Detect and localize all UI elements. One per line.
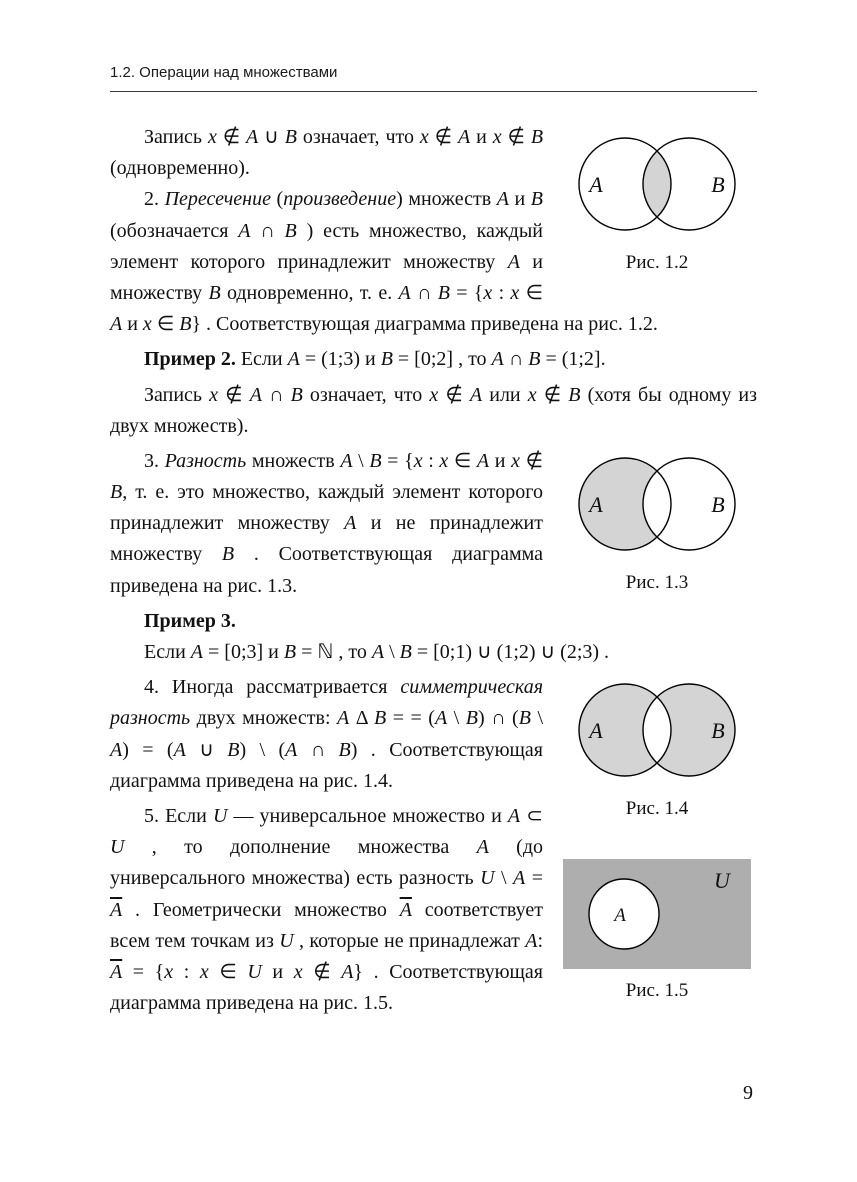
figure-caption: Рис. 1.4 [625, 798, 689, 820]
figure-1-5 [557, 858, 757, 1006]
figure-caption: Рис. 1.5 [625, 979, 689, 1001]
paragraph-example-3-title: Пример 3. [144, 609, 236, 632]
paragraph-example-2: Пример 2. Если A = (1;3) и B = [0;2] , то A ∩ B = (1;2]. [144, 348, 606, 371]
paragraph-difference-def: 3. Разность множеств A \ B = {x : x ∈ A и x ∉ B, т. е. это множество, каждый элемент которого принадлежит множеству A и не принадлежит множеству B . Соответствующая диаграмма приведена на рис. 1.3. [110, 449, 544, 597]
figure-caption: Рис. 1.2 [625, 252, 689, 273]
figure-1-2 [557, 126, 757, 278]
figure-caption: Рис. 1.3 [625, 571, 689, 593]
complement-diagram-svg [562, 858, 752, 970]
set-label-u: U [714, 867, 730, 893]
page-content [110, 122, 757, 1019]
paragraph-intersection-note: Запись x ∉ A ∩ B означает, что x ∉ A или x ∉ B (хотя бы одному из двух множеств). [110, 383, 758, 437]
page-number: 9 [743, 1082, 753, 1104]
venn-difference-svg [562, 446, 752, 562]
set-label-a: A [614, 904, 626, 926]
set-label-a: A [589, 172, 603, 197]
paragraph-example-3-body: Если A = [0;3] и B = ℕ , то A \ B = [0;1) ∪ (1;2) ∪ (2;3) . [144, 641, 610, 663]
running-head: 1.2. Операции над множествами [110, 64, 757, 92]
set-label-b: B [711, 172, 725, 197]
set-label-a: A [589, 718, 603, 744]
figure-1-4 [557, 672, 757, 824]
set-label-b: B [711, 718, 725, 744]
venn-symmetric-difference-svg [562, 672, 752, 788]
paragraph-intersection-def: 2. Пересечение (произведение) множеств A и B (обозначается A ∩ B ) есть множество, каждый элемент которого принадлежит множеству A и множеству B одновременно, т. е. A ∩ B = {x : x ∈ A и x ∈ B} . Соответствующая диаграмма приведена на рис. 1.2. [110, 188, 658, 336]
paragraph-union-note: Запись x ∉ A ∪ B означает, что x ∉ A и x ∉ B (одновременно). [110, 126, 544, 180]
paragraph-symmetric-difference: 4. Иногда рассматривается симметрическая разность двух множеств: A Δ B = = (A \ B) ∩ (B \ A) = (A ∪ B) \ (A ∩ B) . Соответствующая диаграмма приведена на рис. 1.4. [110, 676, 544, 792]
page-header [0, 0, 857, 92]
set-label-b: B [711, 491, 725, 517]
paragraph-complement: 5. Если U — универсальное множество и A ⊂ U , то дополнение множества A (до универсального множества) есть разность U \ $A = \overline{A}$ . Геометрически множество $\overline{A}$ соответствует всем тем точкам из U , которые не принадлежат A: $\overline{A} = \{x$ : x ∈ U и x ∉ A} . Соответствующая диаграмма приведена на рис. 1.5. [110, 804, 544, 1015]
set-label-a: A [589, 491, 603, 517]
venn-intersection-svg [562, 126, 752, 242]
figure-1-3 [557, 446, 757, 598]
